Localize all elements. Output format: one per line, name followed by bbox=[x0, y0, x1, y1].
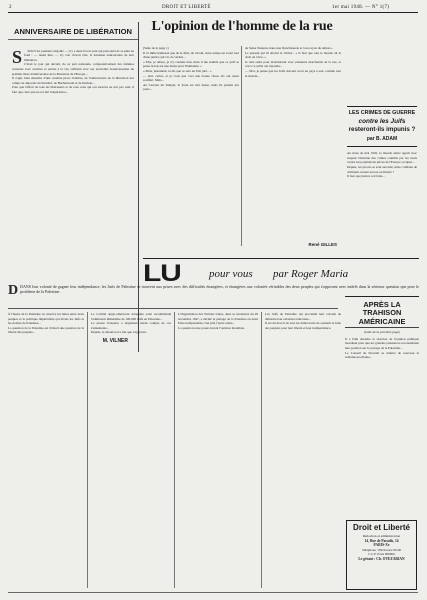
lu-col-2: Le Comité anglo-américain d'enquête avait recommandé l'admission immédiate de 100.000 Juifs en Palestine... La presse française a largement rendu compte de ces événements... Depuis, la situation n'a fait que s'aggraver. bbox=[91, 312, 171, 335]
lu-dropcap: D bbox=[8, 283, 19, 298]
opinion-body-left: (Suite de la page 1) Il va mille hameaux que de le dirai, du travail, notre temps est avant tout d'une justice qui vit, de vérités... « Moi, je refuse, je n'y connais rien, mais il me semble que ce qu'il se passe là-bas est une honte pour l'humanité. » « Mais, justement, tu dis que ce sera un Etat juif... » — Oui, certes, et je crois que c'est une bonne chose. Ils ont assez souffert. Mais... Au Carreau du Temple, la foule est très dense, mais ils parlent des jours... bbox=[143, 46, 239, 92]
anniversary-body: C'était le jour qui devrait, de sa part nationale, comparativement des femmes torturées avec sourires et rendre à la vie, reflètent avec ses nouvelles bouleversantes du premier mois d'anniversaire de la libération de l'Europe... Il s'agit, bien entendu, d'une certaine place d'ombre, de l'anniversaire de la libération des camps de déportés du Struthof, de Buchenwald et de Dachau... Pour que l'effort de tous les libérateurs et de tous ceux qui ont survécu ne soit pas vain, il faut que ceux qui en ont fait l'expérience... bbox=[12, 62, 134, 94]
trahison-body: Il a fallu attendre la réaction de l'opinion publique mondiale pour que les grandes puissances reconsidèrent leur position sur le partage de la Palestine... Le Conseil de Sécurité se réunira de nouveau la semaine prochaine... bbox=[345, 336, 419, 360]
sidebar-crimes bbox=[345, 20, 419, 252]
lu-col-3: L'Organisation des Nations Unies, dans sa résolution du 29 novembre 1947, a décidé le partage de la Palestine en deux Etats indépendants, l'un juif, l'autre arabe... La question reste posée devant l'opinion mondiale. bbox=[178, 312, 258, 330]
crimes-title-1: LES CRIMES DE GUERRE bbox=[348, 110, 416, 116]
paper-name: DROIT ET LIBERTÉ bbox=[162, 5, 211, 10]
opinion-title: L'opinion de l'homme de la rue bbox=[151, 19, 333, 34]
masthead-line1: Rédaction et administration bbox=[362, 534, 401, 539]
lu-divider-2 bbox=[174, 312, 175, 588]
masthead-director: Le gérant : Ch. OVEZARIAN bbox=[358, 557, 405, 562]
trahison-title-1: APRÈS LA TRAHISON bbox=[362, 300, 402, 317]
anniversary-intro: SOUS les premiers dégoûts — il y a deux forces juin qui prévoient de se plier au fond : — tenait hier, — n'y voir d'avoir tôle, la lointaine anniversaire de leur libération. bbox=[24, 48, 135, 62]
masthead-line4: Téléphone : PROvence 00-00 bbox=[361, 547, 402, 552]
lu-col-1: À l'heure de la Palestine on observe les luttes entre deux peuples et la politique impérialiste qui divise les Juifs et les Arabes de Palestine... La question de la Palestine est d'abord une question de la liberté des peuples... bbox=[8, 312, 84, 335]
lu-logo: LU bbox=[143, 260, 181, 287]
trahison-subtitle: (Suite de la première page) bbox=[364, 330, 400, 335]
header-rule bbox=[8, 12, 418, 13]
anniversary-dropcap: S bbox=[12, 46, 23, 67]
anniversary-title: ANNIVERSAIRE DE LIBÉRATION bbox=[8, 28, 138, 40]
footer-rule bbox=[8, 592, 418, 593]
lu-slogan: pour vous bbox=[209, 268, 253, 280]
opinion-body-right: de Seine Nanterre dans une blanchisserie et à un rayon du dehors... Le passant qui lit devant la vitrine : « Il faut que tout le monde ait le droit de vivre. » Je suis entré pour m'entretenir avec plusieurs marchands de la rue, et voici ce qu'ils ont répondu... — Moi, je pense que les Juifs doivent avoir un pays à eux, comme tout le monde... bbox=[245, 46, 341, 78]
crimes-title-2: contre les Juifs bbox=[358, 117, 406, 125]
page-number: 2 bbox=[9, 5, 12, 10]
trahison-rule bbox=[345, 327, 419, 328]
lu-divider-3 bbox=[261, 312, 262, 588]
lu-divider-1 bbox=[87, 312, 88, 588]
masthead-line2: 14, Rue de Paradis, 14 bbox=[364, 538, 399, 543]
trahison-title-2: AMÉRICAINE bbox=[358, 316, 406, 326]
masthead-title: Droit et Liberté bbox=[353, 523, 410, 532]
crimes-headline bbox=[347, 106, 417, 147]
trahison-headline bbox=[345, 296, 419, 325]
anniversary-signature: M. VILNER bbox=[102, 338, 128, 344]
sidebar-trahison bbox=[345, 296, 419, 516]
masthead-box bbox=[346, 520, 417, 590]
crimes-byline: par B. ADAM bbox=[366, 135, 398, 142]
crimes-title-3: resteront-ils impunis ? bbox=[348, 126, 416, 134]
crimes-body: Au mois de mai 1945, le monde entier apprit avec stupeur l'étendue des crimes commis par les nazis contre les populations juives de l'Europe occupée... Depuis, les procès se sont succédé, mais combien de criminels restent encore en liberté ? Il faut que justice soit faite... bbox=[347, 151, 417, 179]
opinion-signature: René GILLES bbox=[308, 242, 337, 247]
issue-date: 1er mai 1948. — N° 1(7) bbox=[332, 5, 390, 10]
lu-col-4: Les Juifs de Palestine ont proclamé leur volonté de défendre leur existence nationale... Il est du devoir de tous les démocrates de soutenir la lutte des peuples pour leur liberté et leur indépendance. bbox=[265, 312, 341, 330]
masthead-line5: C.C.P. Paris 000000 bbox=[368, 552, 395, 557]
lu-lead-rule bbox=[8, 308, 338, 309]
article-opinion bbox=[143, 20, 341, 252]
lu-lead: DANS leur volonté de gagner leur indépendance, les Juifs de Palestine se trouvent aux prises avec des difficultés étrangères, et étrangères aux volontés véritables des deux peuples qui s'opposent avec intérêt dans la sérieuse question que pose le problème de la Palestine. bbox=[20, 284, 420, 295]
masthead-line3: PARIS-Xe bbox=[373, 543, 390, 548]
lu-byline: par Roger Maria bbox=[273, 268, 349, 280]
column-divider bbox=[241, 46, 242, 246]
